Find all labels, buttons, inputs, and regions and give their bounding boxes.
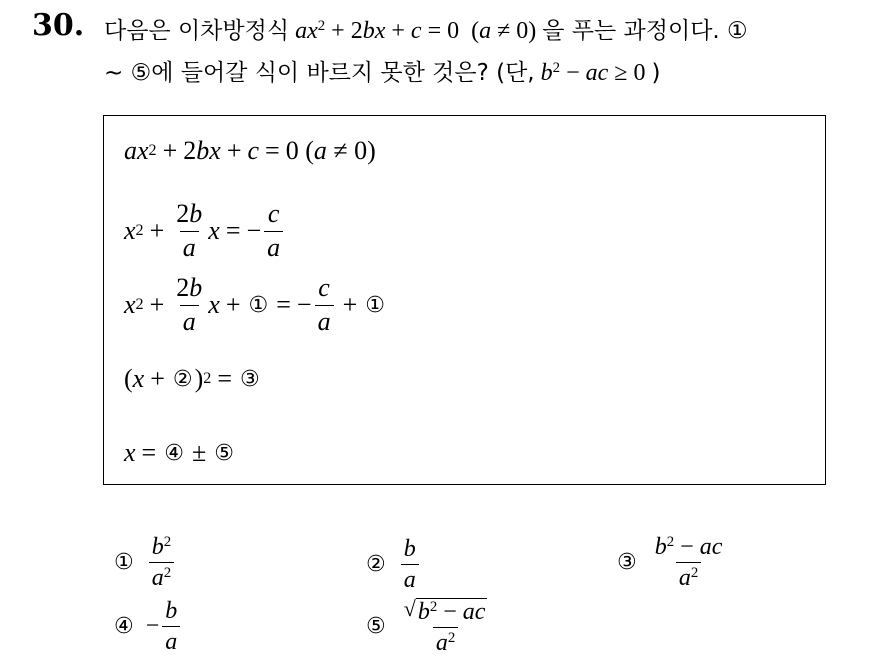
blank-marker: ② [172, 366, 193, 392]
question-text-line2: ~ ⑤에 들어갈 식이 바르지 못한 것은? (단, [104, 60, 535, 86]
option-label: ⑤ [366, 613, 386, 639]
option-label: ① [114, 550, 134, 576]
option-5[interactable] [366, 596, 493, 657]
question-line-1 [104, 12, 748, 45]
question-text-lead: 다음은 이차방정식 [104, 18, 290, 44]
option-label: ④ [114, 614, 134, 640]
step-4: ( x + ② ) 2 = ③ [124, 364, 260, 393]
question-line-2 [104, 54, 660, 87]
option-1[interactable] [114, 534, 177, 592]
step-3: x 2 + $\frac{2b}{a}$ x + ① = − $\frac{c}{a}$ + ① [124, 273, 385, 336]
blank-marker: ③ [240, 366, 260, 392]
option-label: ③ [617, 550, 637, 576]
option-fraction: $\frac{b}{a}$ [401, 536, 419, 594]
fraction: $\frac{2b}{a}$ [176, 273, 203, 336]
question-number: 30. [32, 8, 85, 43]
option-fraction: $\frac{b}{a}$ [162, 598, 180, 656]
fraction: $\frac{c}{a}$ [264, 200, 283, 262]
blank-marker: ① [248, 292, 269, 318]
option-sign: − [145, 613, 160, 640]
step-1: ax 2 + 2 bx + c = 0 ( a ≠ 0) [124, 136, 376, 165]
option-fraction: $\frac{b^2}{a^2}$ [149, 534, 174, 592]
option-3[interactable] [617, 534, 728, 592]
blank-marker: ④ [164, 440, 184, 466]
fraction: $\frac{2b}{a}$ [176, 199, 203, 262]
question-text-tail: 을 푸는 과정이다. ① [542, 18, 748, 44]
fraction: $\frac{c}{a}$ [315, 274, 334, 336]
sqrt-sign: √ $b^2$ − ac [403, 596, 486, 625]
condition-inline: $b^2$ − ac ≥ 0 [540, 59, 652, 86]
option-2[interactable] [366, 536, 422, 594]
option-fraction: $\frac{b^2 - ac}{a^2}$ [654, 533, 723, 592]
blank-marker: ① [365, 292, 385, 318]
step-2: x 2 + $\frac{2b}{a}$ x = − $\frac{c}{a}$ [124, 200, 286, 262]
step-5: x = ④ ± ⑤ [124, 438, 234, 467]
solution-box [103, 115, 826, 485]
question-text-close: ) [651, 60, 661, 86]
option-label: ② [366, 552, 386, 578]
option-fraction: √ $b^2$ − ac $a^2$ [403, 596, 486, 657]
equation-inline: $ax^2 + 2bx + c = 0$ (a ≠ 0) [295, 17, 543, 44]
blank-marker: ⑤ [214, 440, 234, 466]
option-4[interactable] [114, 598, 183, 656]
